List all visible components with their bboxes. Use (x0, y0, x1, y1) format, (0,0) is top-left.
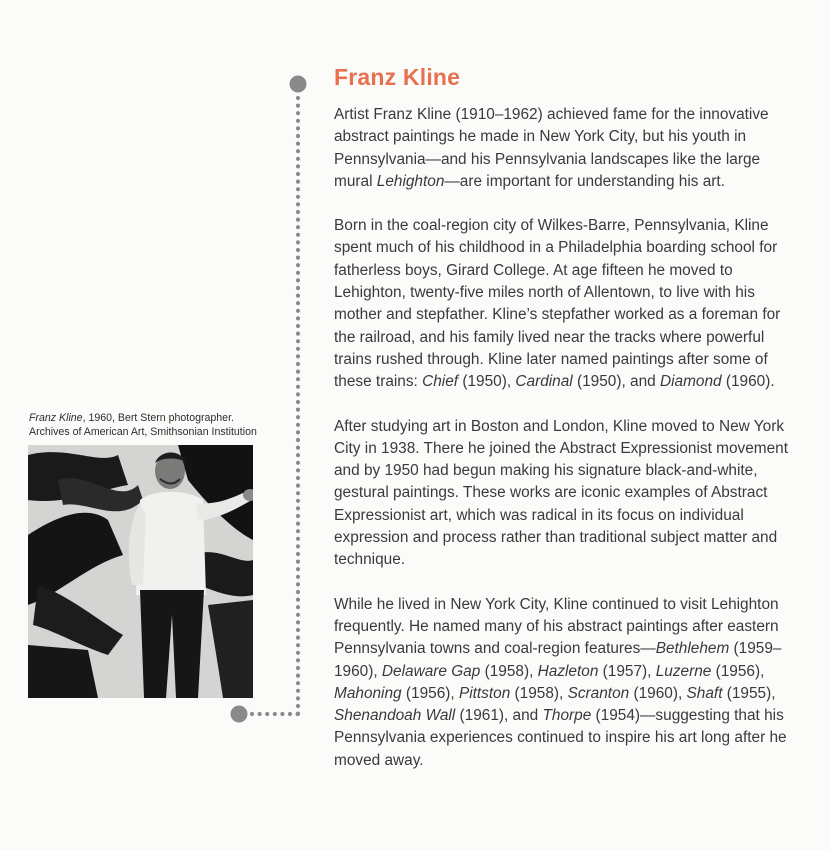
timeline-dot (296, 301, 300, 305)
timeline-dot (296, 453, 300, 457)
timeline-dot (296, 484, 300, 488)
paragraph-text: (1956), (711, 662, 765, 680)
timeline-dot (296, 605, 300, 609)
timeline-bottom-node-icon (231, 706, 248, 723)
timeline-dot (296, 598, 300, 602)
caption-line-1 (29, 411, 289, 425)
timeline-dot (296, 278, 300, 282)
paragraph-text: Born in the coal-region city of Wilkes-Barre, Pennsylvania, Kline spent much of his childhood in a Philadelphia boarding school for fatherless boys, Girard College. At age fifteen he moved to Lehighton, twenty-five miles north of Allentown, to live with his mother and stepfather. Kline’s stepfather worked as a foreman for the railroad, and his family lived near the tracks where powerful trains rushed through. Kline later named paintings after some of these trains: (334, 217, 781, 391)
artwork-title: Cardinal (515, 373, 573, 391)
timeline-dot (296, 613, 300, 617)
timeline-dot (296, 187, 300, 191)
timeline-dot (296, 309, 300, 313)
artwork-title: Chief (422, 373, 459, 391)
timeline-dot (296, 651, 300, 655)
timeline-dot (296, 590, 300, 594)
timeline-dot (258, 712, 262, 716)
timeline-dot (296, 636, 300, 640)
artwork-title: Delaware Gap (381, 662, 481, 680)
timeline-dot (296, 689, 300, 693)
timeline-dot (296, 582, 300, 586)
timeline-dot (296, 240, 300, 244)
paragraph-2 (334, 215, 796, 393)
timeline-dot (296, 514, 300, 518)
caption-artwork-name: Franz Kline (29, 412, 83, 424)
timeline-dot (250, 712, 254, 716)
timeline-dot (296, 392, 300, 396)
timeline-dot (296, 704, 300, 708)
paragraph-text: (1958), (480, 662, 538, 680)
artwork-title: Shaft (686, 684, 723, 702)
timeline-dot (296, 324, 300, 328)
timeline-dot (296, 210, 300, 214)
timeline-dot (296, 499, 300, 503)
paragraph-text: (1954)—suggesting that his Pennsylvania experiences continued to inspire his art long after he moved away. (334, 707, 787, 769)
paragraph-text: While he lived in New York City, Kline continued to visit Lehighton frequently. He named many of his abstract paintings after eastern Pennsylvania towns and coal-region features— (334, 595, 779, 658)
artwork-title: Shenandoah Wall (334, 707, 456, 725)
timeline-dot (296, 142, 300, 146)
timeline-dot (296, 643, 300, 647)
paragraph-text: (1960), (629, 684, 687, 702)
timeline-dot (296, 438, 300, 442)
timeline-dot (296, 271, 300, 275)
timeline-dot (296, 248, 300, 252)
timeline-dot (296, 408, 300, 412)
timeline-dot (296, 149, 300, 153)
timeline-dot (296, 712, 300, 716)
timeline-dot (296, 468, 300, 472)
timeline-dot (296, 476, 300, 480)
paragraph-text: (1958), (510, 684, 568, 702)
timeline-dot (296, 218, 300, 222)
timeline-dot (296, 119, 300, 123)
paragraph-3 (334, 416, 796, 572)
paragraph-text: (1950), and (572, 373, 660, 391)
timeline-dot (296, 385, 300, 389)
timeline-dot (296, 712, 300, 716)
timeline-dot (296, 620, 300, 624)
artwork-title: Luzerne (655, 662, 712, 680)
timeline-dot (296, 567, 300, 571)
timeline-dot (296, 225, 300, 229)
timeline-dot (265, 712, 269, 716)
paragraph-4 (334, 594, 796, 772)
timeline-dot (296, 423, 300, 427)
timeline-top-node-icon (290, 76, 307, 93)
timeline-dot (296, 537, 300, 541)
paragraph-text: (1961), and (455, 707, 543, 725)
timeline-dot (296, 339, 300, 343)
paragraph-1 (334, 104, 796, 193)
timeline-dot (296, 202, 300, 206)
timeline-dot (296, 696, 300, 700)
artwork-title: Scranton (567, 684, 630, 702)
timeline-dot (296, 628, 300, 632)
paragraph-text: (1959–1960), (334, 640, 782, 680)
photo-caption (29, 411, 289, 439)
timeline-dot (296, 126, 300, 130)
timeline-dot (296, 370, 300, 374)
paragraph-text: (1960). (721, 373, 775, 391)
timeline-dot (296, 491, 300, 495)
timeline-dot (296, 354, 300, 358)
timeline-dot (296, 666, 300, 670)
timeline-dot (296, 446, 300, 450)
timeline-dot (296, 256, 300, 260)
artwork-title: Mahoning (334, 684, 402, 702)
timeline-dot (273, 712, 277, 716)
timeline-dot (296, 430, 300, 434)
timeline-dot (296, 316, 300, 320)
caption-credit: , 1960, Bert Stern photographer. (82, 412, 234, 424)
artwork-title: Hazleton (537, 662, 599, 680)
timeline-dot (296, 104, 300, 108)
paragraph-text: (1956), (401, 684, 459, 702)
timeline-dot (296, 544, 300, 548)
paragraph-text: —are important for understanding his art. (444, 172, 725, 190)
timeline-dot (296, 506, 300, 510)
paragraph-text: (1957), (598, 662, 656, 680)
timeline-dot (296, 377, 300, 381)
timeline-dot (296, 529, 300, 533)
timeline-dot (288, 712, 292, 716)
timeline-dot (296, 164, 300, 168)
timeline-dot (296, 286, 300, 290)
timeline-dot (296, 681, 300, 685)
timeline-dot (296, 111, 300, 115)
photo-of-franz-kline-icon (28, 445, 253, 698)
timeline-dot (296, 461, 300, 465)
artwork-title: Pittston (458, 684, 511, 702)
timeline-dot (296, 195, 300, 199)
timeline-dot (296, 157, 300, 161)
timeline-dot (296, 560, 300, 564)
timeline-dot (296, 415, 300, 419)
timeline-dot (296, 347, 300, 351)
artwork-title: Bethlehem (655, 640, 730, 658)
paragraph-text: (1955), (722, 684, 776, 702)
paragraph-text: (1950), (458, 373, 516, 391)
timeline-dot (296, 362, 300, 366)
article-body (334, 104, 796, 794)
artist-photo (28, 445, 253, 698)
artwork-title: Lehighton (376, 172, 445, 190)
timeline-dot (296, 674, 300, 678)
timeline-dot (296, 552, 300, 556)
timeline-dot (296, 522, 300, 526)
timeline-dot (296, 332, 300, 336)
page-title: Franz Kline (334, 64, 461, 90)
timeline-dot (296, 96, 300, 100)
timeline-dot (296, 294, 300, 298)
timeline-dot (296, 400, 300, 404)
timeline-dot (296, 575, 300, 579)
timeline-dot (296, 233, 300, 237)
paragraph-text: After studying art in Boston and London, Kline moved to New York City in 1938. There he joined the Abstract Expressionist movement and by 1950 had begun making his signature black-and-white, gestural paintings. These works are iconic examples of Abstract Expressionist art, which was radical in its focus on individual expression and process rather than traditional subject matter and technique. (334, 417, 788, 569)
artwork-title: Thorpe (542, 707, 592, 725)
timeline-dot (296, 172, 300, 176)
timeline-dot (296, 134, 300, 138)
caption-line-2: Archives of American Art, Smithsonian Institution (29, 426, 257, 438)
timeline-dot (280, 712, 284, 716)
timeline-dot (296, 658, 300, 662)
artwork-title: Diamond (660, 373, 722, 391)
timeline-dot (296, 180, 300, 184)
paragraph-text: Artist Franz Kline (1910–1962) achieved fame for the innovative abstract paintings he made in New York City, but his youth in Pennsylvania—and his Pennsylvania landscapes like the large mural (334, 106, 769, 190)
timeline-dot (296, 263, 300, 267)
